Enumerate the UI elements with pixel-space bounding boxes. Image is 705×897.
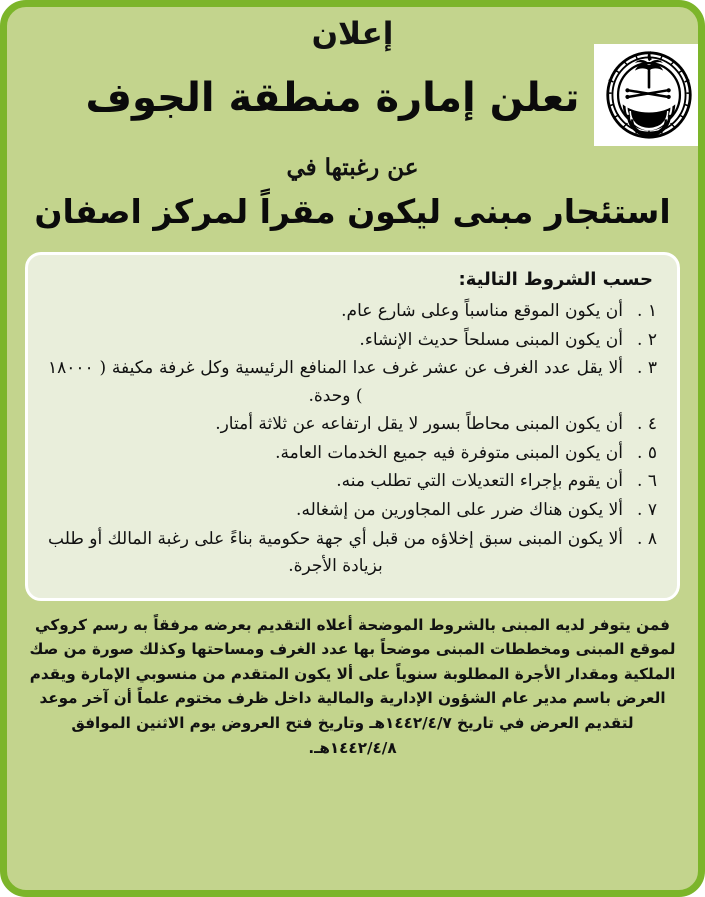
poster-footer bbox=[7, 601, 698, 890]
condition-item bbox=[48, 468, 657, 496]
condition-item bbox=[48, 327, 657, 355]
condition-text: ألا يكون هناك ضرر على المجاورين من إشغاله. bbox=[296, 499, 623, 520]
emblem-and-title-row bbox=[23, 52, 682, 144]
condition-number: ١ . bbox=[637, 301, 657, 322]
condition-item bbox=[48, 298, 657, 326]
condition-item bbox=[48, 440, 657, 468]
condition-number: ٦ . bbox=[637, 471, 657, 492]
condition-text: ألا يكون المبنى سبق إخلاؤه من قبل أي جهة حكومية بناءً على رغبة المالك أو طلب بزيادة الأجرة. bbox=[48, 528, 623, 577]
condition-text: أن يكون الموقع مناسباً وعلى شارع عام. bbox=[341, 301, 623, 322]
condition-text: أن يكون المبنى مسلحاً حديث الإنشاء. bbox=[359, 329, 623, 350]
condition-text: ألا يقل عدد الغرف عن عشر غرف عدا المنافع الرئيسية وكل غرفة مكيفة ( ١٨٠٠٠ ) وحدة. bbox=[48, 358, 623, 406]
footer-paragraph: فمن يتوفر لديه المبنى بالشروط الموضحة أعلاه التقديم بعرضه مرفقاً به رسم كروكي لموقع المبنى ومخططات المبنى موضحاً بها عدد الغرف ومساحتها وكذلك صورة من صك الملكية ومقدار الأجرة المطلوبة سنوياً على ألا يكون المتقدم من منسوبي الإمارة ويقدم العرض باسم مدير عام الشؤون الإدارية والمالية داخل ظرف مختوم علماً أن آخر موعد لتقديم العرض في تاريخ ١٤٤٢/٤/٧هـ وتاريخ فتح العروض يوم الاثنين الموافق ١٤٤٢/٤/٨هـ. bbox=[29, 615, 676, 757]
conditions-title: حسب الشروط التالية: bbox=[458, 269, 653, 291]
poster-header bbox=[7, 7, 698, 238]
condition-number: ٥ . bbox=[637, 442, 657, 463]
announcement-subline: عن رغبتها في bbox=[286, 153, 419, 181]
condition-number: ٤ . bbox=[637, 414, 657, 435]
announcement-purpose: استئجار مبنى ليكون مقراً لمركز اصفان bbox=[34, 192, 671, 232]
conditions-panel bbox=[25, 252, 680, 600]
announcement-kicker: إعلان bbox=[311, 16, 394, 52]
conditions-list bbox=[48, 298, 657, 580]
saudi-ministry-of-interior-emblem-icon bbox=[594, 44, 704, 146]
condition-item bbox=[48, 355, 657, 410]
condition-number: ٢ . bbox=[637, 329, 657, 350]
condition-item bbox=[48, 411, 657, 439]
organization-title: تعلن إمارة منطقة الجوف bbox=[85, 74, 580, 121]
condition-number: ٧ . bbox=[637, 499, 657, 520]
condition-text: أن يكون المبنى متوفرة فيه جميع الخدمات العامة. bbox=[275, 442, 623, 463]
condition-text: أن يقوم بإجراء التعديلات التي تطلب منه. bbox=[336, 471, 623, 492]
condition-number: ٣ . bbox=[637, 358, 657, 379]
condition-number: ٨ . bbox=[637, 528, 657, 549]
condition-item bbox=[48, 497, 657, 525]
condition-text: أن يكون المبنى محاطاً بسور لا يقل ارتفاعه عن ثلاثة أمتار. bbox=[215, 414, 623, 435]
condition-item bbox=[48, 526, 657, 581]
